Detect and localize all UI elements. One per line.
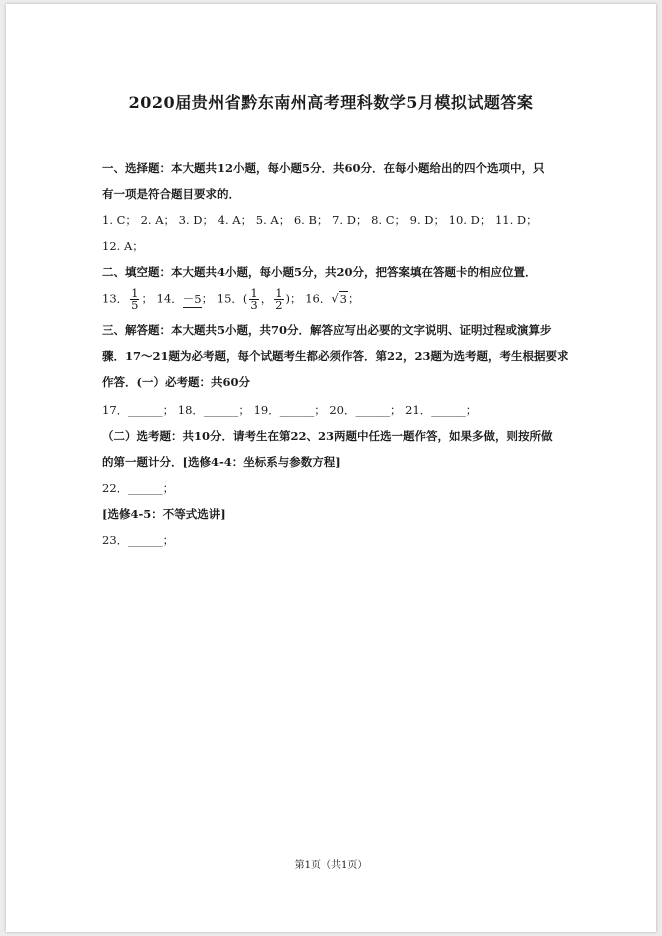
q16-end: ； xyxy=(348,291,360,306)
section3-intro-line1: 三、解答题：本大题共5小题，共70分．解答应写出必要的文字说明、证明过程或演算步 xyxy=(102,323,552,337)
q15-open-paren: ( xyxy=(242,291,248,306)
section1-intro-line2: 有一项是符合题目要求的． xyxy=(102,187,240,201)
q13-numerator: 1 xyxy=(131,286,139,300)
q15-a-denominator: 3 xyxy=(250,298,258,312)
q13-fraction xyxy=(130,288,139,311)
required-blanks-line: 17．______； 18．______； 19．______； 20．______； 21．______； xyxy=(102,403,478,417)
section3-intro-line2: 骤．17～21题为必考题，每个试题考生都必须作答．第22，23题为选考题，考生根据要求 xyxy=(102,349,569,363)
q16-answer: 3 xyxy=(339,291,347,306)
q15-b-denominator: 2 xyxy=(275,298,283,312)
q23-blank: 23．______； xyxy=(102,533,175,547)
q22-blank: 22．______； xyxy=(102,481,175,495)
q16-label: ； 16． xyxy=(290,291,332,306)
q13-label: 13． xyxy=(102,291,129,306)
page-footer: 第1页（共1页） xyxy=(294,860,368,871)
optional-intro-line2: 的第一题计分．[选修4-4：坐标系与参数方程] xyxy=(102,455,341,469)
page-title: 2020届贵州省黔东南州高考理科数学5月模拟试题答案 xyxy=(128,93,534,112)
q15-b-numerator: 1 xyxy=(275,286,283,300)
choice-answers-line2: 12. A； xyxy=(102,239,144,253)
choice-answers-line1: 1. C； 2. A； 3. D； 4. A； 5. A； 6. B； 7. D； 8. C； 9. D； 10. D； 11. D； xyxy=(102,213,538,227)
q15-label: ； 15． xyxy=(201,291,243,306)
document-page xyxy=(6,4,656,932)
optional-intro-line1: （二）选考题：共10分．请考生在第22、23两题中任选一题作答，如果多做，则按所做 xyxy=(102,429,553,443)
sqrt-icon: √ xyxy=(331,291,339,306)
section3-intro-line3: 作答．(一）必考题：共60分 xyxy=(102,375,250,389)
q15-fraction-a xyxy=(249,288,258,311)
q15-close-paren: ) xyxy=(285,291,291,306)
q15-separator: ， xyxy=(260,291,273,306)
q15-a-numerator: 1 xyxy=(250,286,258,300)
q13-denominator: 5 xyxy=(131,298,139,312)
section2-intro: 二、填空题：本大题共4小题，每小题5分，共20分，把答案填在答题卡的相应位置． xyxy=(102,265,537,279)
section1-intro-line1: 一、选择题：本大题共12小题，每小题5分．共60分．在每小题给出的四个选项中，只 xyxy=(102,161,545,175)
q14-label: ； 14． xyxy=(141,291,183,306)
q14-answer: －5 xyxy=(182,291,202,306)
elective-4-5-heading: [选修4-5：不等式选讲] xyxy=(102,507,226,521)
fill-answers-line xyxy=(102,288,582,311)
q15-fraction-b xyxy=(274,288,283,311)
